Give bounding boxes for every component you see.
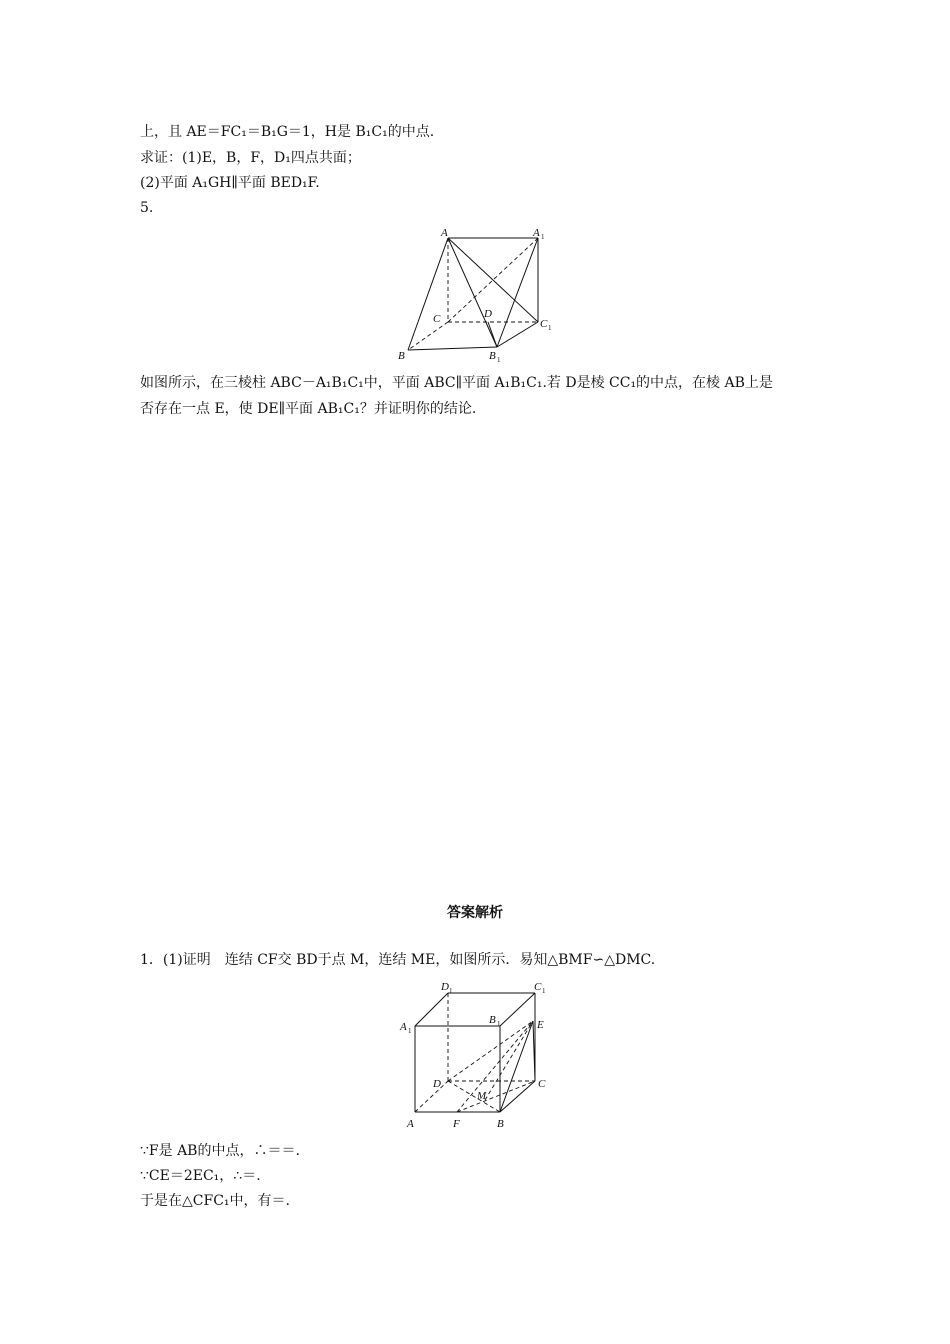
label-D: D bbox=[433, 1078, 441, 1090]
label-C: C bbox=[538, 1078, 546, 1090]
problem5-text-line-2: 否存在一点 E，使 DE∥平面 AB₁C₁？并证明你的结论. bbox=[140, 401, 477, 417]
label-D: D bbox=[484, 308, 492, 320]
answer1-line-1: 1．(1)证明 连结 CF交 BD于点 M，连结 ME，如图所示．易知△BMF∽△DMC. bbox=[140, 952, 656, 968]
label-B1: B bbox=[489, 1014, 496, 1026]
label-B: B bbox=[497, 1118, 504, 1130]
label-E: E bbox=[537, 1019, 544, 1031]
prism-figure bbox=[390, 222, 565, 367]
label-D1: D bbox=[441, 981, 449, 993]
label-A1: A bbox=[533, 227, 540, 239]
label-C: C bbox=[433, 313, 441, 325]
label-D1-sub: 1 bbox=[449, 987, 453, 995]
label-B1: B bbox=[489, 350, 496, 362]
label-F: F bbox=[453, 1118, 460, 1130]
problem5-text-line-1: 如图所示，在三棱柱 ABC－A₁B₁C₁中，平面 ABC∥平面 A₁B₁C₁.若 D是棱 CC₁的中点，在棱 AB上是 bbox=[140, 375, 773, 391]
answer1-line-3: ∵CE＝2EC₁，∴＝. bbox=[140, 1168, 261, 1184]
label-B: B bbox=[398, 350, 405, 362]
problem4-prove-line-2: (2)平面 A₁GH∥平面 BED₁F. bbox=[140, 175, 320, 191]
label-A: A bbox=[441, 227, 448, 239]
label-A1: A bbox=[400, 1021, 407, 1033]
problem4-condition-line: 上，且 AE＝FC₁＝B₁G＝1，H是 B₁C₁的中点. bbox=[140, 124, 435, 140]
label-A1-sub: 1 bbox=[541, 233, 545, 241]
label-C1-sub: 1 bbox=[542, 987, 546, 995]
label-A: A bbox=[407, 1118, 414, 1130]
problem4-prove-line-1: 求证：(1)E，B，F，D₁四点共面； bbox=[140, 150, 361, 166]
label-M: M bbox=[477, 1090, 487, 1102]
label-B1-sub: 1 bbox=[497, 356, 501, 364]
label-A1-sub: 1 bbox=[408, 1027, 412, 1035]
problem5-number: 5. bbox=[140, 200, 154, 216]
label-B1-sub: 1 bbox=[497, 1020, 501, 1028]
label-C1-sub: 1 bbox=[548, 324, 552, 332]
answers-heading: 答案解析 bbox=[447, 905, 503, 921]
cube-figure bbox=[395, 978, 565, 1136]
label-C1: C bbox=[540, 318, 548, 330]
answer1-line-2: ∵F是 AB的中点，∴＝＝. bbox=[140, 1143, 300, 1159]
answer1-line-4: 于是在△CFC₁中，有＝. bbox=[140, 1193, 290, 1209]
label-C1: C bbox=[534, 981, 542, 993]
